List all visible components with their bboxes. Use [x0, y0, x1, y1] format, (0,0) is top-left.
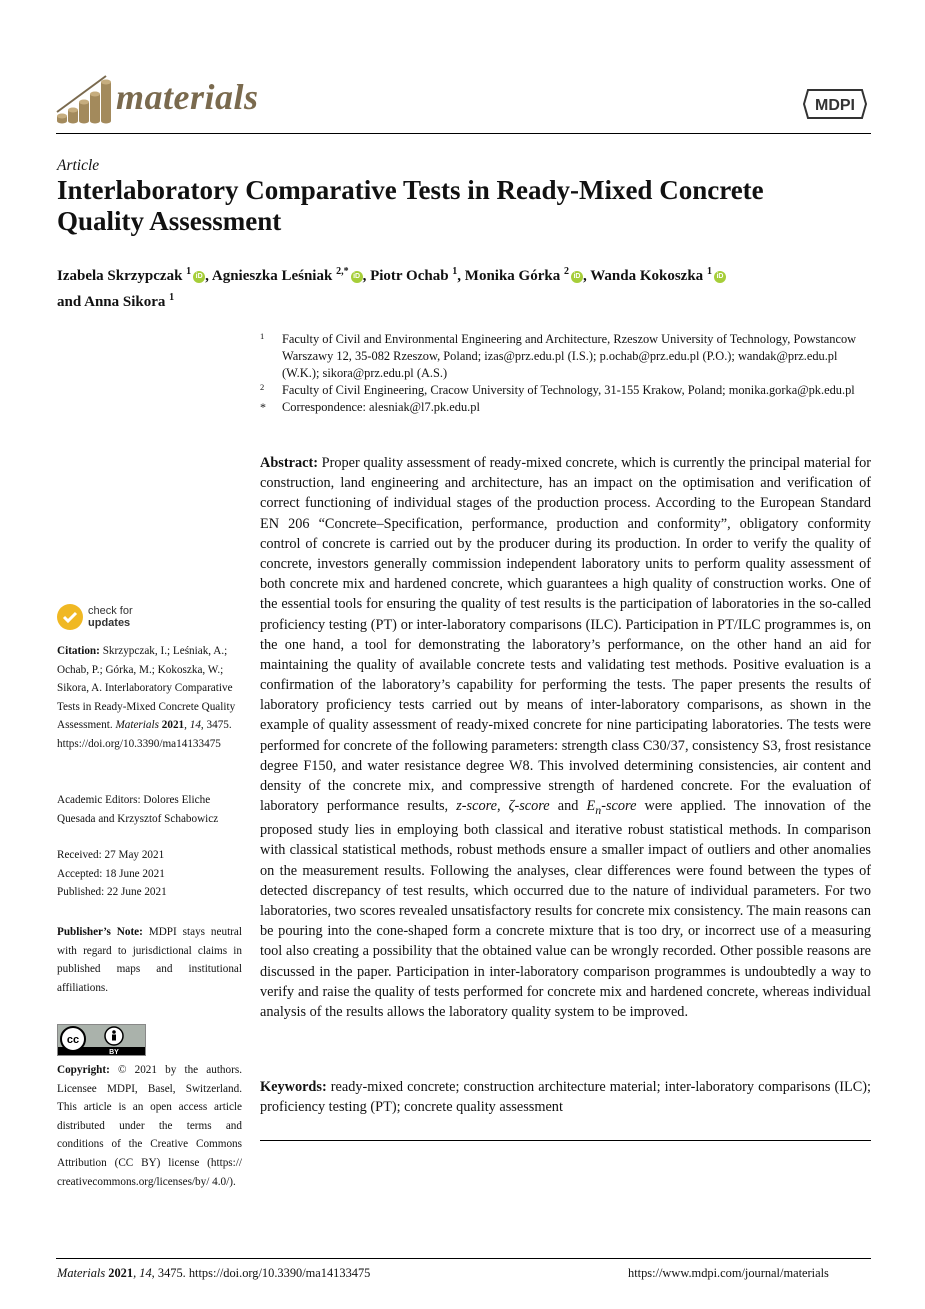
affiliation-text: Faculty of Civil and Environmental Engineering and Architecture, Rzeszow University of Technology, Powstancow Warszawy 12, 35-082 Rzeszow, Poland; izas@prz.edu.pl (I.S.); p.ochab@prz.edu.pl (P.O.); wandak@prz.edu.pl (W.K.); sikora@prz.edu.pl (A.S.) [282, 332, 857, 380]
author-list: Izabela Skrzypczak $^1$ iD , Agnieszka Leśniak $^{2,*}$ iD , Piotr Ochab $^1$, Monika Górka $^2$ iD , Wanda Kokoszka $^1$ iD and Anna Sikora $^1$ [57, 261, 867, 313]
author-name: Monika Górka [464, 268, 561, 284]
journal-logo-icon [56, 72, 112, 128]
received-date: Received: 27 May 2021 [57, 849, 165, 861]
affiliation-mark: 1 [260, 331, 265, 341]
publisher-note: Publisher’s Note: MDPI stays neutral with regard to jurisdictional claims in published maps and institutional affiliations. [57, 926, 242, 994]
copyright-block: Copyright: © 2021 by the authors. Licensee MDPI, Basel, Switzerland. This article is an open access article distributed under the terms and conditions of the Creative Commons Attribution (CC BY) license (https:// creativecommons.org/licenses/by/ 4.0/). [57, 1064, 242, 1188]
author-name: Wanda Kokoszka [590, 268, 704, 284]
accepted-date: Accepted: 18 June 2021 [57, 867, 165, 880]
orcid-icon[interactable]: iD [351, 271, 363, 283]
cc-by-license-badge[interactable] [57, 1024, 146, 1056]
z-score-term: z-score [456, 798, 497, 815]
citation-doi: , 3475. https://doi.org/10.3390/ma14133475 [57, 719, 232, 750]
mdpi-logo-text: MDPI [815, 97, 855, 114]
affiliation-item [258, 382, 870, 399]
footer-doi-link[interactable]: , 3475. https://doi.org/10.3390/ma14133475 [151, 1266, 371, 1280]
published-date: Published: 22 June 2021 [57, 886, 167, 899]
cc-icon [58, 1025, 145, 1055]
check-updates-line1: check for [88, 605, 133, 617]
article-type: Article [57, 157, 100, 174]
cc-by-label: BY [109, 1049, 119, 1055]
author-affil-mark: 1 [452, 266, 458, 277]
affiliation-mark: 2 [260, 382, 265, 392]
citation-label: Citation: [57, 645, 100, 657]
affiliations [258, 331, 870, 416]
author-name: Piotr Ochab [370, 268, 449, 284]
check-for-updates-button[interactable] [57, 604, 177, 634]
author-name: Anna Sikora [84, 294, 166, 310]
academic-editors: Academic Editors: Dolores Eliche Quesada and Krzysztof Schabowicz [57, 794, 219, 825]
correspondence-item [258, 399, 870, 416]
check-updates-line2: updates [88, 617, 131, 629]
author-affil-mark: 1 [186, 266, 192, 277]
zeta-score-term: ζ-score [508, 798, 550, 815]
citation-block: Citation: Skrzypczak, I.; Leśniak, A.; Ochab, P.; Górka, M.; Kokoszka, W.; Sikora, A. Interlaboratory Comparative Tests in Ready-Mixed Concrete Quality Assessment. Materials 2021, 14, 3475. https://doi.org/10.3390/ma14133475 [57, 645, 236, 750]
en-score-term: $E_n$-score [586, 798, 637, 818]
dates-block [57, 846, 242, 902]
affiliation-mark: * [260, 400, 266, 414]
footer-rule [56, 1258, 871, 1259]
author-name: Agnieszka Leśniak [211, 268, 333, 284]
orcid-icon[interactable]: iD [193, 271, 205, 283]
journal-name: materials [116, 77, 259, 117]
keywords-text: ready-mixed concrete; construction architecture material; inter-laboratory comparisons (ILC); proficiency testing (PT); concrete quality assessment [260, 1079, 871, 1116]
mdpi-logo-icon [802, 86, 868, 122]
orcid-icon[interactable]: iD [571, 271, 583, 283]
author-conjunction: and [57, 294, 82, 310]
author-affil-mark: 2 [563, 266, 569, 277]
footer-citation: Materials 2021, 14, 3475. https://doi.org/10.3390/ma14133475 [57, 1266, 371, 1280]
affiliation-item [258, 331, 870, 382]
publisher-note-label: Publisher’s Note: [57, 926, 143, 938]
author-affil-mark: 2,* [336, 266, 349, 277]
orcid-icon[interactable]: iD [714, 271, 726, 283]
svg-text:cc: cc [66, 1034, 80, 1046]
section-rule [260, 1140, 871, 1141]
author-affil-mark: 1 [169, 292, 175, 303]
footer-journal-url[interactable]: https://www.mdpi.com/journal/materials [628, 1266, 829, 1280]
correspondence-text: Correspondence: alesniak@l7.pk.edu.pl [282, 400, 480, 414]
header-rule [56, 133, 871, 134]
paper-title: Interlaboratory Comparative Tests in Ready-Mixed Concrete Quality Assessment [57, 175, 764, 236]
author-name: Izabela Skrzypczak [57, 268, 183, 284]
keywords [260, 1077, 871, 1117]
copyright-label: Copyright: [57, 1064, 110, 1076]
author-affil-mark: 1 [706, 266, 712, 277]
affiliation-text: Faculty of Civil Engineering, Cracow University of Technology, 31-155 Krakow, Poland; monika.gorka@pk.edu.pl [282, 383, 855, 397]
abstract-label: Abstract: [260, 455, 318, 471]
abstract: Abstract: Proper quality assessment of ready-mixed concrete, which is currently the principal material for construction, land engineering and architecture, has an impact on the optimisation and verification of correct functioning of individual stages of the production process. According to the European Standard EN 206 “Concrete–Specification, performance, production and conformity”, obligatory conformity control of concrete is carried out by the producer during its production. In order to verify the quality of concrete, investors generally commission independent laboratory units to perform quality assessment of both concrete mix and hardened concrete, which guarantees a high quality of construction works. One of the essential tools for ensuring the quality of test results is the participation of laboratories in the so-called proficiency testing (PT) or inter-laboratory comparisons (ILC). Participation in PT/ILC programmes is, on the one hand, a tool for demonstrating the laboratory’s performance, on the other hand an aid for maintaining the quality of available concrete tests and validating test methods. Positive evaluation is a confirmation of the laboratory’s capability for performing the tests. The paper presents the results of laboratory proficiency tests carried out by means of inter-laboratory comparisons, as shown in the example of quality assessment of ready-mixed concrete for nine participating laboratories. The tests were performed for concrete of the following parameters: strength class C30/37, consistency S3, frost resistance degree F150, and water resistance degree W8. This involved determining consistencies, air content and density of the concrete mix, and compressive strength of hardened concrete. For the evaluation of laboratory performance results, z-score, ζ-score and $E_n$-score were applied. The innovation of the proposed study lies in employing both classical and iterative robust statistical methods. In comparison with classical statistical methods, robust methods ensure a smaller impact of outliers and other anomalies on the measurement results. Following the analyses, clear differences were found between the types of detected discrepancy of test results, which occurred due to the nature of individual parameters. For two laboratories, two scores revealed unsatisfactory results for concrete mix consistency. The main reasons can be pouring into the cone-shaped form a concrete mixture that is too dry, or incorrect use of a measuring tool also creating a possibility that the obtained value can be wrongly recorded. Other possible reasons are discussed in the paper. Participation in inter-laboratory comparison programmes is undoubtedly a way to verify and raise the quality of tests performed for concrete mix and hardened concrete, whereas individual analysis of the results allows the laboratory quality system to be improved. [260, 455, 871, 1020]
keywords-label: Keywords: [260, 1079, 327, 1095]
check-icon [57, 604, 83, 630]
